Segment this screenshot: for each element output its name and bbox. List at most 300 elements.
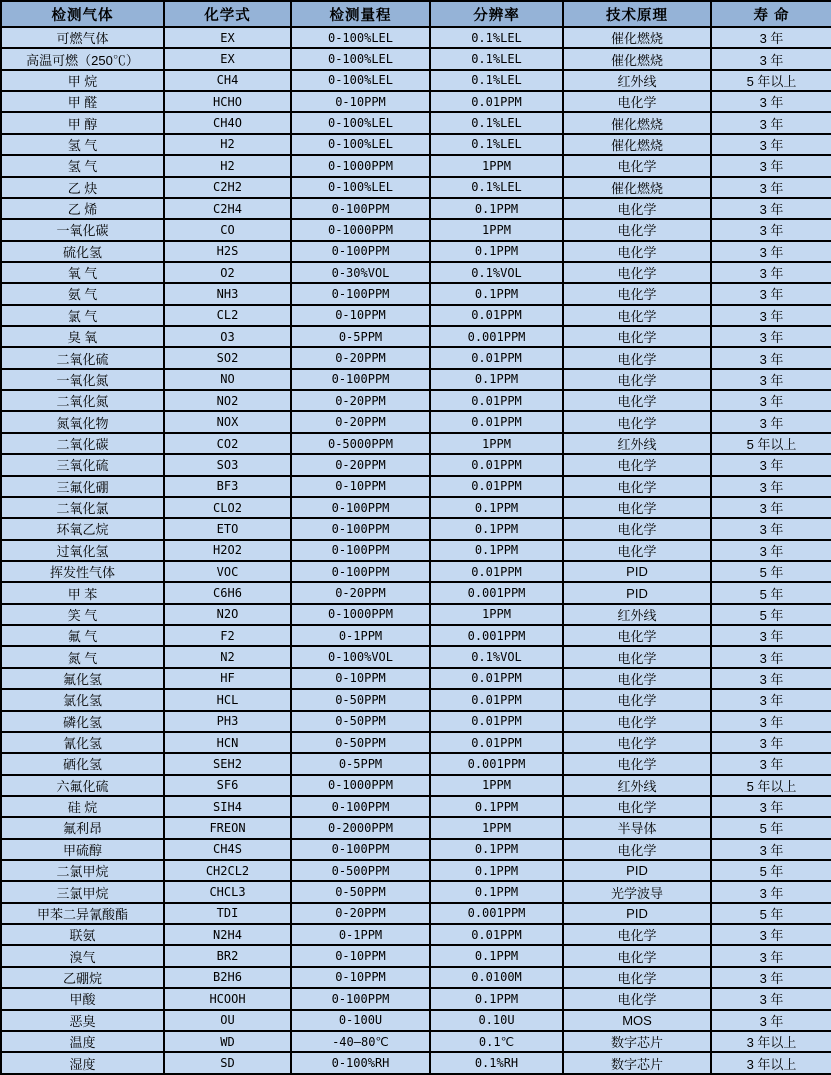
- detection-range-cell: 0-100%LEL: [291, 134, 430, 155]
- technology-cell: 电化学: [563, 262, 711, 283]
- technology-cell: 电化学: [563, 241, 711, 262]
- gas-name-cell: 甲 苯: [1, 582, 164, 603]
- table-row: [1, 27, 831, 48]
- lifespan-cell: 3 年: [711, 689, 831, 710]
- lifespan-cell: 3 年: [711, 27, 831, 48]
- chemical-formula-cell: VOC: [164, 561, 291, 582]
- table-row: [1, 689, 831, 710]
- lifespan-cell: 3 年以上: [711, 1031, 831, 1052]
- gas-name-cell: 六氟化硫: [1, 775, 164, 796]
- gas-name-cell: 一氧化碳: [1, 219, 164, 240]
- lifespan-cell: 3 年: [711, 411, 831, 432]
- table-row: [1, 112, 831, 133]
- chemical-formula-cell: EX: [164, 27, 291, 48]
- resolution-cell: 0.1%VOL: [430, 646, 563, 667]
- table-row: [1, 134, 831, 155]
- table-row: [1, 881, 831, 902]
- detection-range-cell: 0-5PPM: [291, 753, 430, 774]
- technology-cell: 半导体: [563, 817, 711, 838]
- chemical-formula-cell: N2: [164, 646, 291, 667]
- header-chemical-formula: 化学式: [164, 1, 291, 27]
- gas-name-cell: 挥发性气体: [1, 561, 164, 582]
- technology-cell: 电化学: [563, 326, 711, 347]
- lifespan-cell: 5 年以上: [711, 433, 831, 454]
- lifespan-cell: 3 年: [711, 945, 831, 966]
- table-row: [1, 305, 831, 326]
- technology-cell: 红外线: [563, 433, 711, 454]
- chemical-formula-cell: FREON: [164, 817, 291, 838]
- lifespan-cell: 3 年: [711, 881, 831, 902]
- header-lifespan: 寿 命: [711, 1, 831, 27]
- technology-cell: 电化学: [563, 646, 711, 667]
- gas-name-cell: 溴气: [1, 945, 164, 966]
- table-row: [1, 262, 831, 283]
- resolution-cell: 0.1PPM: [430, 540, 563, 561]
- technology-cell: 电化学: [563, 711, 711, 732]
- table-row: [1, 1010, 831, 1031]
- detection-range-cell: 0-1000PPM: [291, 219, 430, 240]
- technology-cell: 催化燃烧: [563, 112, 711, 133]
- chemical-formula-cell: H2: [164, 155, 291, 176]
- detection-range-cell: 0-10PPM: [291, 476, 430, 497]
- detection-range-cell: 0-100PPM: [291, 540, 430, 561]
- chemical-formula-cell: B2H6: [164, 967, 291, 988]
- technology-cell: 电化学: [563, 924, 711, 945]
- technology-cell: 电化学: [563, 305, 711, 326]
- chemical-formula-cell: BR2: [164, 945, 291, 966]
- resolution-cell: 0.1PPM: [430, 518, 563, 539]
- technology-cell: 电化学: [563, 390, 711, 411]
- table-header: [1, 1, 831, 27]
- technology-cell: 电化学: [563, 540, 711, 561]
- technology-cell: 电化学: [563, 839, 711, 860]
- gas-name-cell: 三氧化硫: [1, 454, 164, 475]
- detection-range-cell: 0-1000PPM: [291, 604, 430, 625]
- chemical-formula-cell: TDI: [164, 903, 291, 924]
- technology-cell: PID: [563, 903, 711, 924]
- technology-cell: 电化学: [563, 198, 711, 219]
- table-row: [1, 177, 831, 198]
- resolution-cell: 0.001PPM: [430, 753, 563, 774]
- gas-name-cell: 乙硼烷: [1, 967, 164, 988]
- table-row: [1, 347, 831, 368]
- gas-name-cell: 氟利昂: [1, 817, 164, 838]
- lifespan-cell: 3 年: [711, 732, 831, 753]
- table-row: [1, 476, 831, 497]
- resolution-cell: 0.1%LEL: [430, 134, 563, 155]
- lifespan-cell: 3 年: [711, 134, 831, 155]
- resolution-cell: 0.001PPM: [430, 582, 563, 603]
- resolution-cell: 0.01PPM: [430, 561, 563, 582]
- table-row: [1, 860, 831, 881]
- gas-name-cell: 硅 烷: [1, 796, 164, 817]
- lifespan-cell: 3 年: [711, 283, 831, 304]
- technology-cell: 电化学: [563, 283, 711, 304]
- gas-name-cell: 笑 气: [1, 604, 164, 625]
- gas-name-cell: 氮氧化物: [1, 411, 164, 432]
- technology-cell: 红外线: [563, 775, 711, 796]
- chemical-formula-cell: SO3: [164, 454, 291, 475]
- resolution-cell: 0.1PPM: [430, 881, 563, 902]
- chemical-formula-cell: HCHO: [164, 91, 291, 112]
- table-row: [1, 817, 831, 838]
- detection-range-cell: 0-100PPM: [291, 283, 430, 304]
- table-row: [1, 924, 831, 945]
- lifespan-cell: 5 年以上: [711, 70, 831, 91]
- chemical-formula-cell: NOX: [164, 411, 291, 432]
- chemical-formula-cell: O3: [164, 326, 291, 347]
- table-row: [1, 604, 831, 625]
- resolution-cell: 0.01PPM: [430, 689, 563, 710]
- chemical-formula-cell: CH4S: [164, 839, 291, 860]
- chemical-formula-cell: ETO: [164, 518, 291, 539]
- detection-range-cell: 0-5000PPM: [291, 433, 430, 454]
- gas-name-cell: 二氧化硫: [1, 347, 164, 368]
- lifespan-cell: 3 年: [711, 796, 831, 817]
- chemical-formula-cell: CLO2: [164, 497, 291, 518]
- resolution-cell: 0.01PPM: [430, 711, 563, 732]
- resolution-cell: 1PPM: [430, 817, 563, 838]
- table-row: [1, 1031, 831, 1052]
- chemical-formula-cell: SF6: [164, 775, 291, 796]
- gas-name-cell: 臭 氧: [1, 326, 164, 347]
- gas-name-cell: 甲 醛: [1, 91, 164, 112]
- resolution-cell: 1PPM: [430, 219, 563, 240]
- detection-range-cell: 0-20PPM: [291, 347, 430, 368]
- detection-range-cell: 0-1PPM: [291, 924, 430, 945]
- lifespan-cell: 5 年: [711, 604, 831, 625]
- chemical-formula-cell: H2O2: [164, 540, 291, 561]
- resolution-cell: 0.1PPM: [430, 839, 563, 860]
- gas-name-cell: 湿度: [1, 1052, 164, 1074]
- chemical-formula-cell: CO2: [164, 433, 291, 454]
- detection-range-cell: 0-100PPM: [291, 518, 430, 539]
- gas-name-cell: 氯化氢: [1, 689, 164, 710]
- technology-cell: 电化学: [563, 732, 711, 753]
- gas-name-cell: 三氯甲烷: [1, 881, 164, 902]
- table-row: [1, 668, 831, 689]
- lifespan-cell: 5 年: [711, 817, 831, 838]
- chemical-formula-cell: PH3: [164, 711, 291, 732]
- gas-name-cell: 过氧化氢: [1, 540, 164, 561]
- lifespan-cell: 3 年: [711, 347, 831, 368]
- resolution-cell: 1PPM: [430, 775, 563, 796]
- technology-cell: PID: [563, 860, 711, 881]
- chemical-formula-cell: HCOOH: [164, 988, 291, 1009]
- resolution-cell: 0.1%LEL: [430, 48, 563, 69]
- detection-range-cell: 0-100PPM: [291, 561, 430, 582]
- chemical-formula-cell: CH4O: [164, 112, 291, 133]
- lifespan-cell: 3 年: [711, 1010, 831, 1031]
- resolution-cell: 0.001PPM: [430, 625, 563, 646]
- chemical-formula-cell: N2H4: [164, 924, 291, 945]
- table-row: [1, 561, 831, 582]
- resolution-cell: 0.1PPM: [430, 198, 563, 219]
- header-row: [1, 1, 831, 27]
- detection-range-cell: 0-50PPM: [291, 881, 430, 902]
- detection-range-cell: 0-10PPM: [291, 967, 430, 988]
- technology-cell: 电化学: [563, 668, 711, 689]
- lifespan-cell: 3 年: [711, 924, 831, 945]
- resolution-cell: 1PPM: [430, 433, 563, 454]
- lifespan-cell: 5 年: [711, 582, 831, 603]
- gas-name-cell: 甲酸: [1, 988, 164, 1009]
- table-row: [1, 625, 831, 646]
- technology-cell: 电化学: [563, 753, 711, 774]
- table-row: [1, 497, 831, 518]
- detection-range-cell: 0-20PPM: [291, 582, 430, 603]
- resolution-cell: 0.10U: [430, 1010, 563, 1031]
- gas-name-cell: 氯 气: [1, 305, 164, 326]
- resolution-cell: 0.1PPM: [430, 369, 563, 390]
- technology-cell: 催化燃烧: [563, 177, 711, 198]
- technology-cell: 电化学: [563, 689, 711, 710]
- technology-cell: 催化燃烧: [563, 27, 711, 48]
- technology-cell: 电化学: [563, 91, 711, 112]
- resolution-cell: 0.01PPM: [430, 454, 563, 475]
- lifespan-cell: 3 年: [711, 711, 831, 732]
- detection-range-cell: 0-100%RH: [291, 1052, 430, 1074]
- detection-range-cell: 0-100PPM: [291, 198, 430, 219]
- table-row: [1, 283, 831, 304]
- technology-cell: 催化燃烧: [563, 134, 711, 155]
- chemical-formula-cell: CH4: [164, 70, 291, 91]
- resolution-cell: 0.1%RH: [430, 1052, 563, 1074]
- technology-cell: MOS: [563, 1010, 711, 1031]
- lifespan-cell: 3 年: [711, 454, 831, 475]
- chemical-formula-cell: SEH2: [164, 753, 291, 774]
- table-row: [1, 775, 831, 796]
- gas-name-cell: 联氨: [1, 924, 164, 945]
- detection-range-cell: 0-100PPM: [291, 796, 430, 817]
- lifespan-cell: 5 年: [711, 860, 831, 881]
- technology-cell: 红外线: [563, 70, 711, 91]
- detection-range-cell: 0-100PPM: [291, 988, 430, 1009]
- table-row: [1, 988, 831, 1009]
- gas-name-cell: 乙 烯: [1, 198, 164, 219]
- table-row: [1, 241, 831, 262]
- technology-cell: 电化学: [563, 369, 711, 390]
- table-row: [1, 945, 831, 966]
- header-resolution: 分辨率: [430, 1, 563, 27]
- lifespan-cell: 3 年: [711, 326, 831, 347]
- table-row: [1, 198, 831, 219]
- table-row: [1, 903, 831, 924]
- table-row: [1, 540, 831, 561]
- detection-range-cell: 0-50PPM: [291, 711, 430, 732]
- lifespan-cell: 3 年: [711, 753, 831, 774]
- technology-cell: 电化学: [563, 347, 711, 368]
- detection-range-cell: 0-20PPM: [291, 903, 430, 924]
- gas-name-cell: 高温可燃（250℃）: [1, 48, 164, 69]
- detection-range-cell: 0-10PPM: [291, 305, 430, 326]
- lifespan-cell: 3 年: [711, 518, 831, 539]
- chemical-formula-cell: SD: [164, 1052, 291, 1074]
- technology-cell: 光学波导: [563, 881, 711, 902]
- table-row: [1, 582, 831, 603]
- gas-name-cell: 氨 气: [1, 283, 164, 304]
- resolution-cell: 0.01PPM: [430, 476, 563, 497]
- lifespan-cell: 3 年: [711, 668, 831, 689]
- gas-name-cell: 乙 炔: [1, 177, 164, 198]
- chemical-formula-cell: HCL: [164, 689, 291, 710]
- resolution-cell: 0.001PPM: [430, 326, 563, 347]
- detection-range-cell: 0-30%VOL: [291, 262, 430, 283]
- resolution-cell: 0.1%VOL: [430, 262, 563, 283]
- chemical-formula-cell: OU: [164, 1010, 291, 1031]
- detection-range-cell: 0-100%LEL: [291, 70, 430, 91]
- chemical-formula-cell: N2O: [164, 604, 291, 625]
- table-row: [1, 219, 831, 240]
- detection-range-cell: 0-5PPM: [291, 326, 430, 347]
- technology-cell: 电化学: [563, 411, 711, 432]
- lifespan-cell: 5 年以上: [711, 775, 831, 796]
- resolution-cell: 0.0100M: [430, 967, 563, 988]
- gas-name-cell: 甲硫醇: [1, 839, 164, 860]
- technology-cell: 电化学: [563, 518, 711, 539]
- table-row: [1, 796, 831, 817]
- gas-name-cell: 氟化氢: [1, 668, 164, 689]
- lifespan-cell: 3 年: [711, 48, 831, 69]
- lifespan-cell: 3 年: [711, 988, 831, 1009]
- table-row: [1, 369, 831, 390]
- lifespan-cell: 3 年: [711, 262, 831, 283]
- resolution-cell: 0.1PPM: [430, 988, 563, 1009]
- resolution-cell: 0.1PPM: [430, 945, 563, 966]
- chemical-formula-cell: F2: [164, 625, 291, 646]
- table-row: [1, 454, 831, 475]
- lifespan-cell: 3 年: [711, 241, 831, 262]
- gas-name-cell: 氢 气: [1, 134, 164, 155]
- lifespan-cell: 3 年: [711, 839, 831, 860]
- gas-name-cell: 环氧乙烷: [1, 518, 164, 539]
- chemical-formula-cell: O2: [164, 262, 291, 283]
- detection-range-cell: 0-10PPM: [291, 668, 430, 689]
- technology-cell: 数字芯片: [563, 1052, 711, 1074]
- technology-cell: 催化燃烧: [563, 48, 711, 69]
- detection-range-cell: 0-100%LEL: [291, 27, 430, 48]
- table-row: [1, 326, 831, 347]
- table-row: [1, 70, 831, 91]
- resolution-cell: 0.1%LEL: [430, 27, 563, 48]
- header-detection-range: 检测量程: [291, 1, 430, 27]
- header-technology: 技术原理: [563, 1, 711, 27]
- detection-range-cell: 0-10PPM: [291, 91, 430, 112]
- technology-cell: 电化学: [563, 155, 711, 176]
- lifespan-cell: 3 年: [711, 390, 831, 411]
- detection-range-cell: 0-100%LEL: [291, 177, 430, 198]
- chemical-formula-cell: SO2: [164, 347, 291, 368]
- table-row: [1, 753, 831, 774]
- table-row: [1, 646, 831, 667]
- chemical-formula-cell: C2H4: [164, 198, 291, 219]
- resolution-cell: 0.1%LEL: [430, 112, 563, 133]
- technology-cell: 电化学: [563, 625, 711, 646]
- resolution-cell: 0.1PPM: [430, 283, 563, 304]
- detection-range-cell: 0-50PPM: [291, 689, 430, 710]
- gas-name-cell: 氮 气: [1, 646, 164, 667]
- resolution-cell: 0.01PPM: [430, 732, 563, 753]
- table-row: [1, 1052, 831, 1074]
- table-row: [1, 155, 831, 176]
- chemical-formula-cell: CHCL3: [164, 881, 291, 902]
- resolution-cell: 0.01PPM: [430, 668, 563, 689]
- lifespan-cell: 3 年: [711, 155, 831, 176]
- resolution-cell: 0.01PPM: [430, 411, 563, 432]
- table-row: [1, 839, 831, 860]
- detection-range-cell: 0-20PPM: [291, 411, 430, 432]
- table-row: [1, 48, 831, 69]
- gas-name-cell: 甲苯二异氰酸酯: [1, 903, 164, 924]
- resolution-cell: 1PPM: [430, 604, 563, 625]
- chemical-formula-cell: HF: [164, 668, 291, 689]
- gas-name-cell: 磷化氢: [1, 711, 164, 732]
- technology-cell: 数字芯片: [563, 1031, 711, 1052]
- detection-range-cell: 0-100U: [291, 1010, 430, 1031]
- table-row: [1, 91, 831, 112]
- chemical-formula-cell: WD: [164, 1031, 291, 1052]
- detection-range-cell: 0-100%VOL: [291, 646, 430, 667]
- lifespan-cell: 3 年: [711, 646, 831, 667]
- gas-name-cell: 氰化氢: [1, 732, 164, 753]
- resolution-cell: 0.1%LEL: [430, 70, 563, 91]
- gas-name-cell: 氧 气: [1, 262, 164, 283]
- table-row: [1, 518, 831, 539]
- technology-cell: 电化学: [563, 497, 711, 518]
- technology-cell: PID: [563, 582, 711, 603]
- detection-range-cell: 0-2000PPM: [291, 817, 430, 838]
- chemical-formula-cell: H2S: [164, 241, 291, 262]
- gas-name-cell: 二氧化氯: [1, 497, 164, 518]
- lifespan-cell: 3 年: [711, 967, 831, 988]
- gas-name-cell: 氟 气: [1, 625, 164, 646]
- lifespan-cell: 3 年: [711, 540, 831, 561]
- chemical-formula-cell: NO2: [164, 390, 291, 411]
- lifespan-cell: 3 年: [711, 305, 831, 326]
- gas-name-cell: 氢 气: [1, 155, 164, 176]
- detection-range-cell: 0-10PPM: [291, 945, 430, 966]
- lifespan-cell: 3 年: [711, 497, 831, 518]
- chemical-formula-cell: NO: [164, 369, 291, 390]
- resolution-cell: 1PPM: [430, 155, 563, 176]
- table-row: [1, 390, 831, 411]
- table-row: [1, 433, 831, 454]
- detection-range-cell: 0-20PPM: [291, 390, 430, 411]
- table-body: [1, 27, 831, 1074]
- gas-name-cell: 温度: [1, 1031, 164, 1052]
- detection-range-cell: 0-100PPM: [291, 241, 430, 262]
- resolution-cell: 0.01PPM: [430, 305, 563, 326]
- gas-name-cell: 一氧化氮: [1, 369, 164, 390]
- resolution-cell: 0.01PPM: [430, 924, 563, 945]
- lifespan-cell: 5 年: [711, 561, 831, 582]
- chemical-formula-cell: HCN: [164, 732, 291, 753]
- lifespan-cell: 3 年: [711, 369, 831, 390]
- lifespan-cell: 3 年: [711, 219, 831, 240]
- detection-range-cell: 0-500PPM: [291, 860, 430, 881]
- header-gas-name: 检测气体: [1, 1, 164, 27]
- technology-cell: 电化学: [563, 476, 711, 497]
- lifespan-cell: 3 年: [711, 112, 831, 133]
- chemical-formula-cell: CO: [164, 219, 291, 240]
- lifespan-cell: 3 年: [711, 198, 831, 219]
- detection-range-cell: 0-100PPM: [291, 369, 430, 390]
- lifespan-cell: 3 年: [711, 625, 831, 646]
- detection-range-cell: 0-1PPM: [291, 625, 430, 646]
- gas-name-cell: 硫化氢: [1, 241, 164, 262]
- detection-range-cell: 0-100%LEL: [291, 48, 430, 69]
- detection-range-cell: 0-50PPM: [291, 732, 430, 753]
